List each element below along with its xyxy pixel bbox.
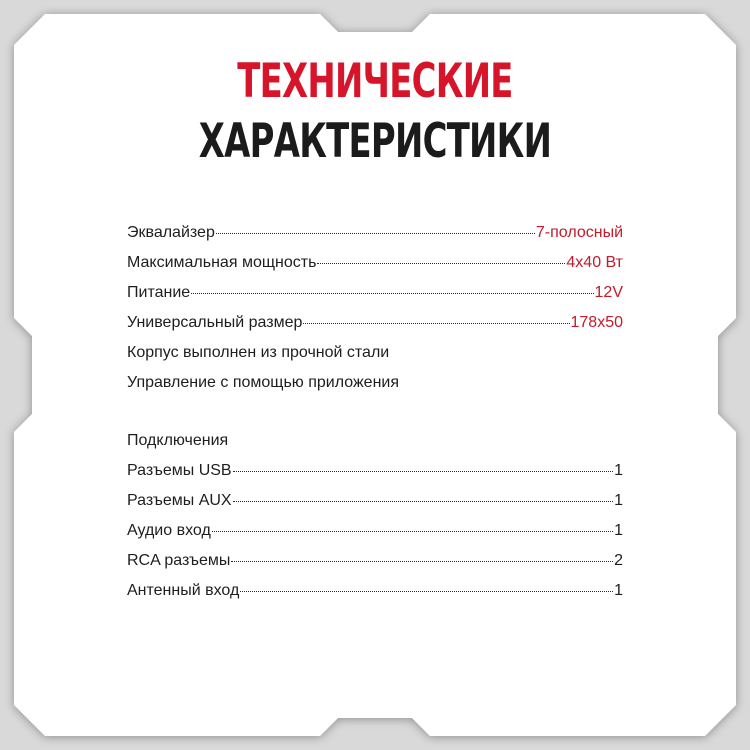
connection-row-usb (127, 462, 623, 492)
spec-label: Универсальный размер (127, 314, 303, 331)
connection-value: 1 (614, 492, 623, 509)
page-title-line1: ТЕХНИЧЕСКИЕ (237, 54, 513, 109)
connection-row-rca (127, 552, 623, 582)
spec-label: Питание (127, 284, 191, 301)
spec-value: 12V (594, 284, 623, 301)
connection-row-audio-in (127, 522, 623, 552)
feature-item: Управление с помощью приложения (127, 374, 400, 391)
connection-row-antenna (127, 582, 623, 612)
connection-value: 1 (614, 582, 623, 599)
connection-label: Разъемы AUX (127, 492, 232, 509)
dot-leader (231, 560, 613, 562)
connections-heading: Подключения (127, 432, 229, 449)
dot-leader (216, 232, 535, 234)
spec-value: 4х40 Вт (566, 254, 623, 271)
dot-leader (191, 292, 593, 294)
spec-row-power (127, 254, 623, 284)
connection-label: Антенный вход (127, 582, 240, 599)
spec-label: Эквалайзер (127, 224, 215, 241)
dot-leader (303, 322, 569, 324)
spec-row-equalizer (127, 224, 623, 254)
spec-row-supply (127, 284, 623, 314)
dot-leader (233, 470, 614, 472)
connection-value: 1 (614, 462, 623, 479)
connection-label: RCA разъемы (127, 552, 231, 569)
connection-label: Разъемы USB (127, 462, 232, 479)
connection-value: 2 (614, 552, 623, 569)
spec-value: 7-полосный (535, 224, 623, 241)
connection-row-aux (127, 492, 623, 522)
spacer (127, 404, 623, 432)
dot-leader (240, 590, 613, 592)
dot-leader (317, 262, 565, 264)
connection-label: Аудио вход (127, 522, 211, 539)
dot-leader (233, 500, 614, 502)
spec-value: 178х50 (570, 314, 623, 331)
page-title-line2: ХАРАКТЕРИСТИКИ (198, 114, 552, 169)
connection-value: 1 (614, 522, 623, 539)
dot-leader (212, 530, 613, 532)
spec-list (127, 224, 623, 612)
feature-item: Корпус выполнен из прочной стали (127, 344, 390, 361)
spec-row-size (127, 314, 623, 344)
spec-label: Максимальная мощность (127, 254, 317, 271)
